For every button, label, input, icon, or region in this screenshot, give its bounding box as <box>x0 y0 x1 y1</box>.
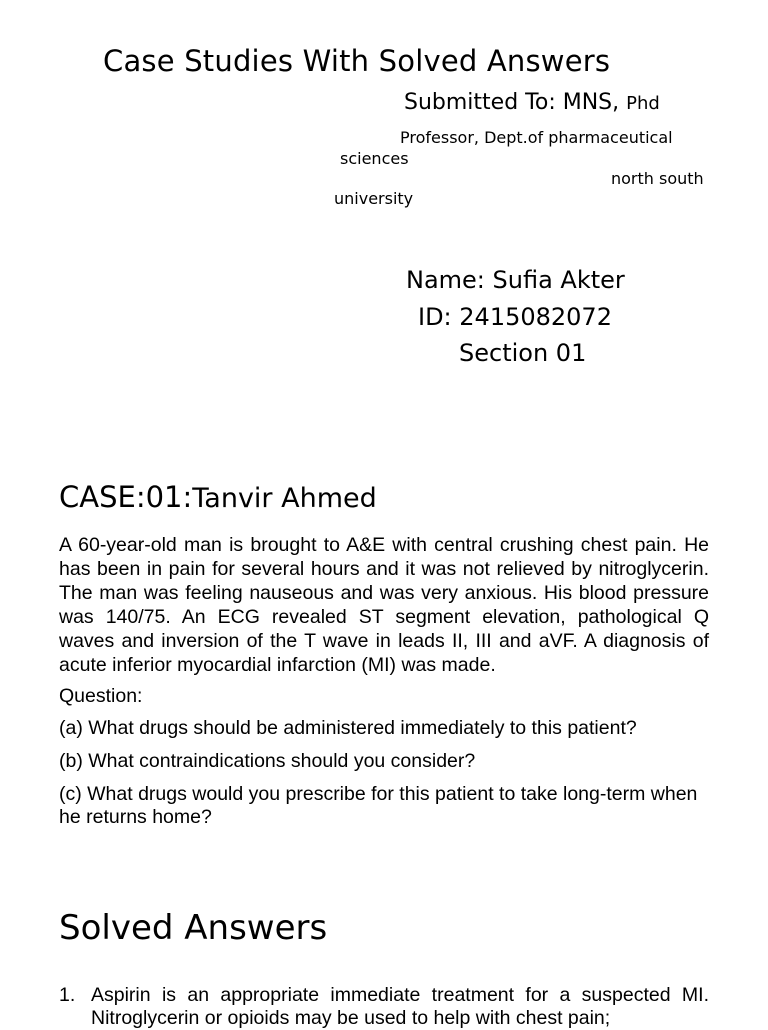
question-item: (b) What contraindications should you consider? <box>59 750 476 772</box>
professor-line-1: Professor, Dept.of pharmaceutical <box>400 128 673 147</box>
question-item: (a) What drugs should be administered immediately to this patient? <box>59 717 637 739</box>
solved-answers-heading: Solved Answers <box>59 908 328 948</box>
case-description: A 60-year-old man is brought to A&E with central crushing chest pain. He has been in pain for several hours and it was not relieved by nitroglycerin. The man was feeling nauseous and was very anxious. His blood pressure was 140/75. An ECG revealed ST segment elevation, pathological Q waves and inversion of the T wave in leads II, III and aVF. A diagnosis of acute inferior myocardial infarction (MI) was made. <box>59 534 709 676</box>
case-heading <box>59 480 377 514</box>
case-patient-name: Tanvir Ahmed <box>192 483 377 514</box>
question-label: Question: <box>59 685 143 707</box>
professor-line-4: university <box>334 189 414 208</box>
professor-line-3: north south <box>611 169 704 188</box>
professor-line-2: sciences <box>340 149 409 168</box>
submitted-to <box>404 90 660 115</box>
student-section: Section 01 <box>459 339 587 367</box>
answer-number: 1. <box>59 984 76 1006</box>
submitted-to-text: Submitted To: MNS, <box>404 90 620 115</box>
document-title: Case Studies With Solved Answers <box>103 44 611 78</box>
student-id: ID: 2415082072 <box>418 303 612 331</box>
case-label: CASE:01: <box>59 480 193 514</box>
student-name: Name: Sufia Akter <box>406 266 625 294</box>
question-item: (c) What drugs would you prescribe for this patient to take long-term when he returns home? <box>59 783 698 828</box>
answer-text: Aspirin is an appropriate immediate treatment for a suspected MI. Nitroglycerin or opioids may be used to help with chest pain; <box>91 984 709 1029</box>
submitted-degree: Phd <box>626 93 660 114</box>
